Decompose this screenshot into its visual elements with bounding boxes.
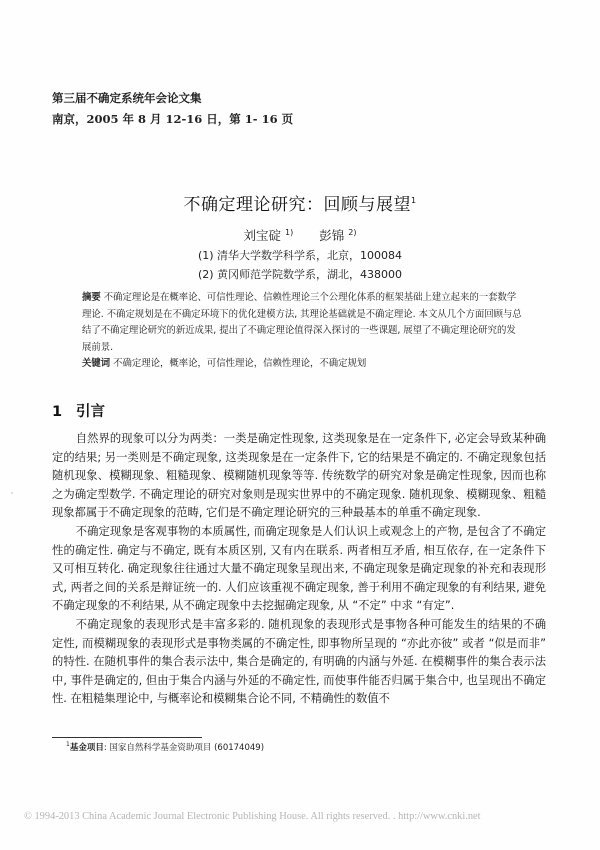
affiliation-2: (2) 黄冈师范学院数学系，湖北，438000 xyxy=(197,268,403,281)
section-body xyxy=(52,430,546,709)
paper-title-text: 不确定理论研究：回顾与展望 xyxy=(183,195,411,215)
footnote-mark: 1 xyxy=(66,741,70,748)
title-footnote-mark: 1 xyxy=(410,196,417,205)
abstract-text: 不确定理论是在概率论、可信性理论、信赖性理论三个公理化体系的框架基础上建立起来的一套数学理论. 不确定规划是在不确定环境下的优化建模方法, 其理论基础就是不确定理论. 本文从几个方面回顾与总结了不确定理论研究的新近成果, 提出了不确定理论值得深入探讨的一些课题, 展望了不确定理论研究的发展前景. xyxy=(82,292,522,353)
proceedings-header xyxy=(52,88,293,130)
body-paragraph: 不确定现象的表现形式是丰富多彩的. 随机现象的表现形式是事物各种可能发生的结果的不确定性, 而模糊现象的表现形式是事物类属的不确定性, 即事物所呈现的 “亦此亦彼” 或者 “似是而非” 的特性. 在随机事件的集合表示法中, 集合是确定的, 有明确的内涵与外延. 在模糊事件的集合表示法中, 事件是确定的, 但由于集合内涵与外延的不确定性, 而使事件能否归属于集合中, 也呈现出不确定性. 在粗糙集理论中, 与概率论和模糊集合论不同, 不精确性的数值不 xyxy=(52,617,546,706)
author-name: 刘宝碇 xyxy=(243,228,282,243)
section-title: 引言 xyxy=(76,404,105,420)
body-paragraph: 不确定现象是客观事物的本质属性, 而确定现象是人们认识上或观念上的产物, 是包含了不确定性的确定性. 确定与不确定, 既有本质区别, 又有内在联系. 两者相互矛盾, 相互依存, 在一定条件下又可相互转化. 确定现象往往通过大量不确定现象呈现出来, 不确定现象是确定现象的补充和表现形式, 两者之间的关系是辩证统一的. 人们应该重视不确定现象, 善于利用不确定现象的有利结果, 避免不确定现象的不利结果, 从不确定现象中去挖掘确定现象, 从 “不定” 中求 “有定”. xyxy=(52,524,546,613)
footnote-text: : 国家自然科学基金资助项目 (60174049) xyxy=(103,743,265,753)
abstract-paragraph xyxy=(82,290,522,356)
scan-speck xyxy=(11,492,13,494)
keywords-label: 关键词 xyxy=(82,358,111,369)
section-heading xyxy=(52,400,105,421)
keywords-paragraph xyxy=(82,356,522,373)
author-name: 彭锦 xyxy=(319,228,345,243)
proceedings-title: 第三届不确定系统年会论文集 xyxy=(52,91,202,105)
abstract-label: 摘要 xyxy=(82,292,101,303)
body-paragraph: 自然界的现象可以分为两类：一类是确定性现象, 这类现象是在一定条件下, 必定会导致某种确定的结果; 另一类则是不确定现象, 这类现象是在一定条件下, 它的结果是不确定的. 不确定现象包括随机现象、模糊现象、粗糙现象、模糊随机现象等等. 传统数学的研究对象是确定性现象, 因而也称之为确定型数学. 不确定理论的研究对象则是现实世界中的不确定现象. 随机现象、模糊现象、粗糙现象都属于不确定现象的范畴, 它们是不确定理论研究的三种最基本的单重不确定现象. xyxy=(52,432,546,520)
author-affiliation-mark: 1) xyxy=(285,228,294,237)
venue-line: 南京，2005 年 8 月 12-16 日，第 1- 16 页 xyxy=(52,112,294,126)
affiliation-1: (1) 清华大学数学科学系，北京，100084 xyxy=(197,249,403,262)
abstract-block xyxy=(82,290,522,373)
footnote xyxy=(66,741,264,753)
paper-title xyxy=(0,190,600,215)
copyright-notice: © 1994-2013 China Academic Journal Electronic Publishing House. All rights reserved. . http://www.cnki.net xyxy=(24,811,481,822)
author-line xyxy=(0,226,600,244)
footnote-label: 基金项目 xyxy=(69,743,104,753)
footnote-divider xyxy=(52,737,202,738)
section-number: 1 xyxy=(52,404,63,420)
author-affiliation-mark: 2) xyxy=(348,228,357,237)
keywords-text: 不确定理论，概率论，可信性理论，信赖性理论，不确定规划 xyxy=(113,358,367,369)
